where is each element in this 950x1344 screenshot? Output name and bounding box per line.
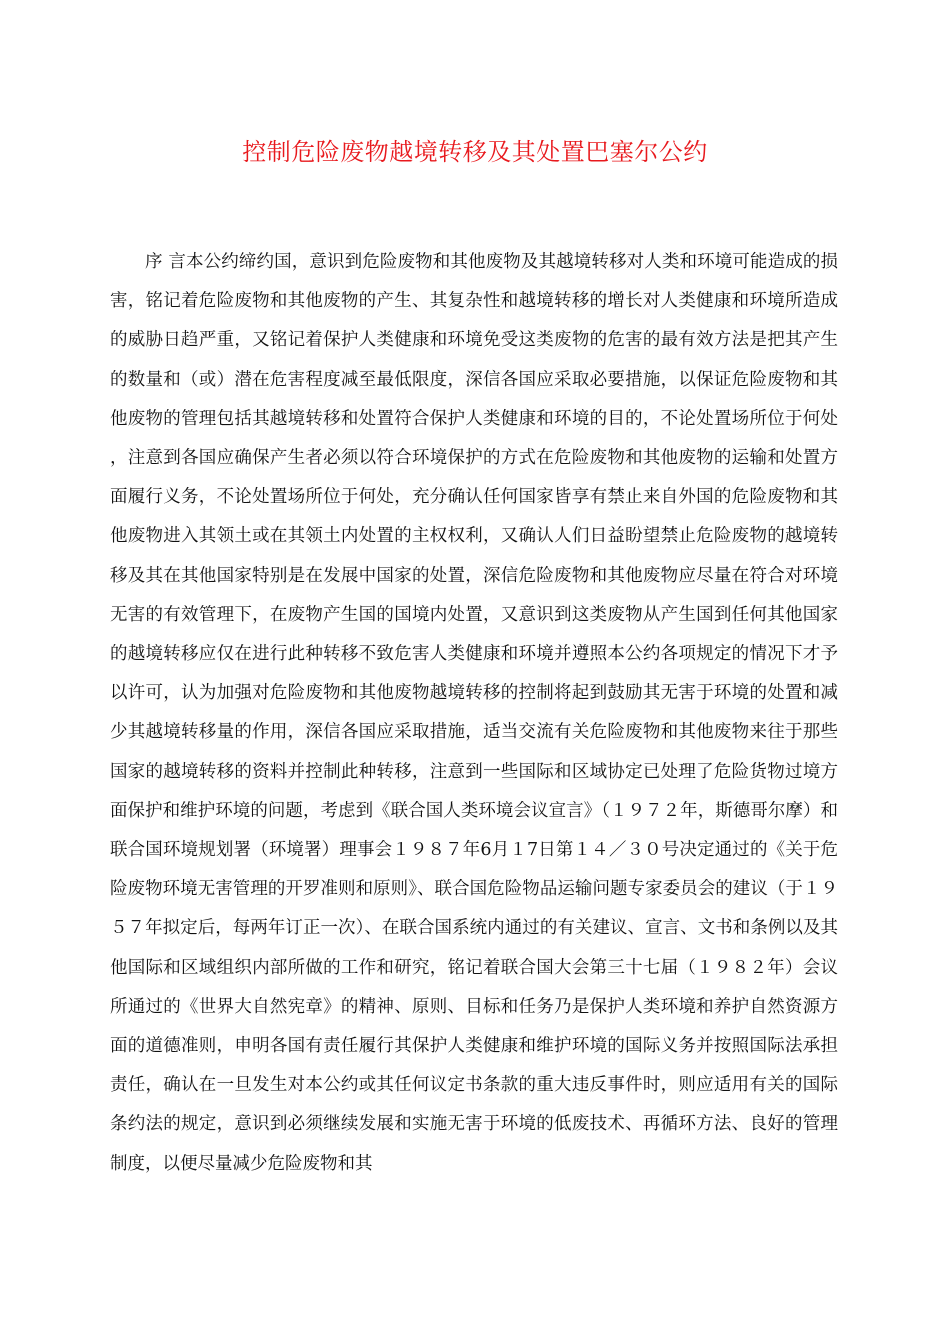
document-title: 控制危险废物越境转移及其处置巴塞尔公约: [242, 138, 708, 166]
preamble-paragraph: 序 言本公约缔约国，意识到危险废物和其他废物及其越境转移对人类和环境可能造成的损害，铭记着危险废物和其他废物的产生、其复杂性和越境转移的增长对人类健康和环境所造成的威胁日趋严重，又铭记着保护人类健康和环境免受这类废物的危害的最有效方法是把其产生的数量和（或）潜在危害程度减至最低限度，深信各国应采取必要措施，以保证危险废物和其他废物的管理包括其越境转移和处置符合保护人类健康和环境的目的，不论处置场所位于何处，注意到各国应确保产生者必须以符合环境保护的方式在危险废物和其他废物的运输和处置方面履行义务，不论处置场所位于何处，充分确认任何国家皆享有禁止来自外国的危险废物和其他废物进入其领土或在其领土内处置的主权权利，又确认人们日益盼望禁止危险废物的越境转移及其在其他国家特别是在发展中国家的处置，深信危险废物和其他废物应尽量在符合对环境无害的有效管理下，在废物产生国的国境内处置，又意识到这类废物从产生国到任何其他国家的越境转移应仅在进行此种转移不致危害人类健康和环境并遵照本公约各项规定的情况下才予以许可，认为加强对危险废物和其他废物越境转移的控制将起到鼓励其无害于环境的处置和减少其越境转移量的作用，深信各国应采取措施，适当交流有关危险废物和其他废物来往于那些国家的越境转移的资料并控制此种转移，注意到一些国际和区域协定已处理了危险货物过境方面保护和维护环境的问题，考虑到《联合国人类环境会议宣言》（１９７２年，斯德哥尔摩）和联合国环境规划署（环境署）理事会１９８７年6月１7日第１４／３０号决定通过的《关于危险废物环境无害管理的开罗准则和原则》、联合国危险物品运输问题专家委员会的建议（于１９５７年拟定后，每两年订正一次）、在联合国系统内通过的有关建议、宣言、文书和条例以及其他国际和区域组织内部所做的工作和研究，铭记着联合国大会第三十七届（１９８２年）会议所通过的《世界大自然宪章》的精神、原则、目标和任务乃是保护人类环境和养护自然资源方面的道德准则，申明各国有责任履行其保护人类健康和维护环境的国际义务并按照国际法承担责任，确认在一旦发生对本公约或其任何议定书条款的重大违反事件时，则应适用有关的国际条约法的规定，意识到必须继续发展和实施无害于环境的低废技术、再循环方法、良好的管理制度，以便尽量减少危险废物和其: [110, 252, 838, 1174]
document-body: [110, 243, 838, 1184]
